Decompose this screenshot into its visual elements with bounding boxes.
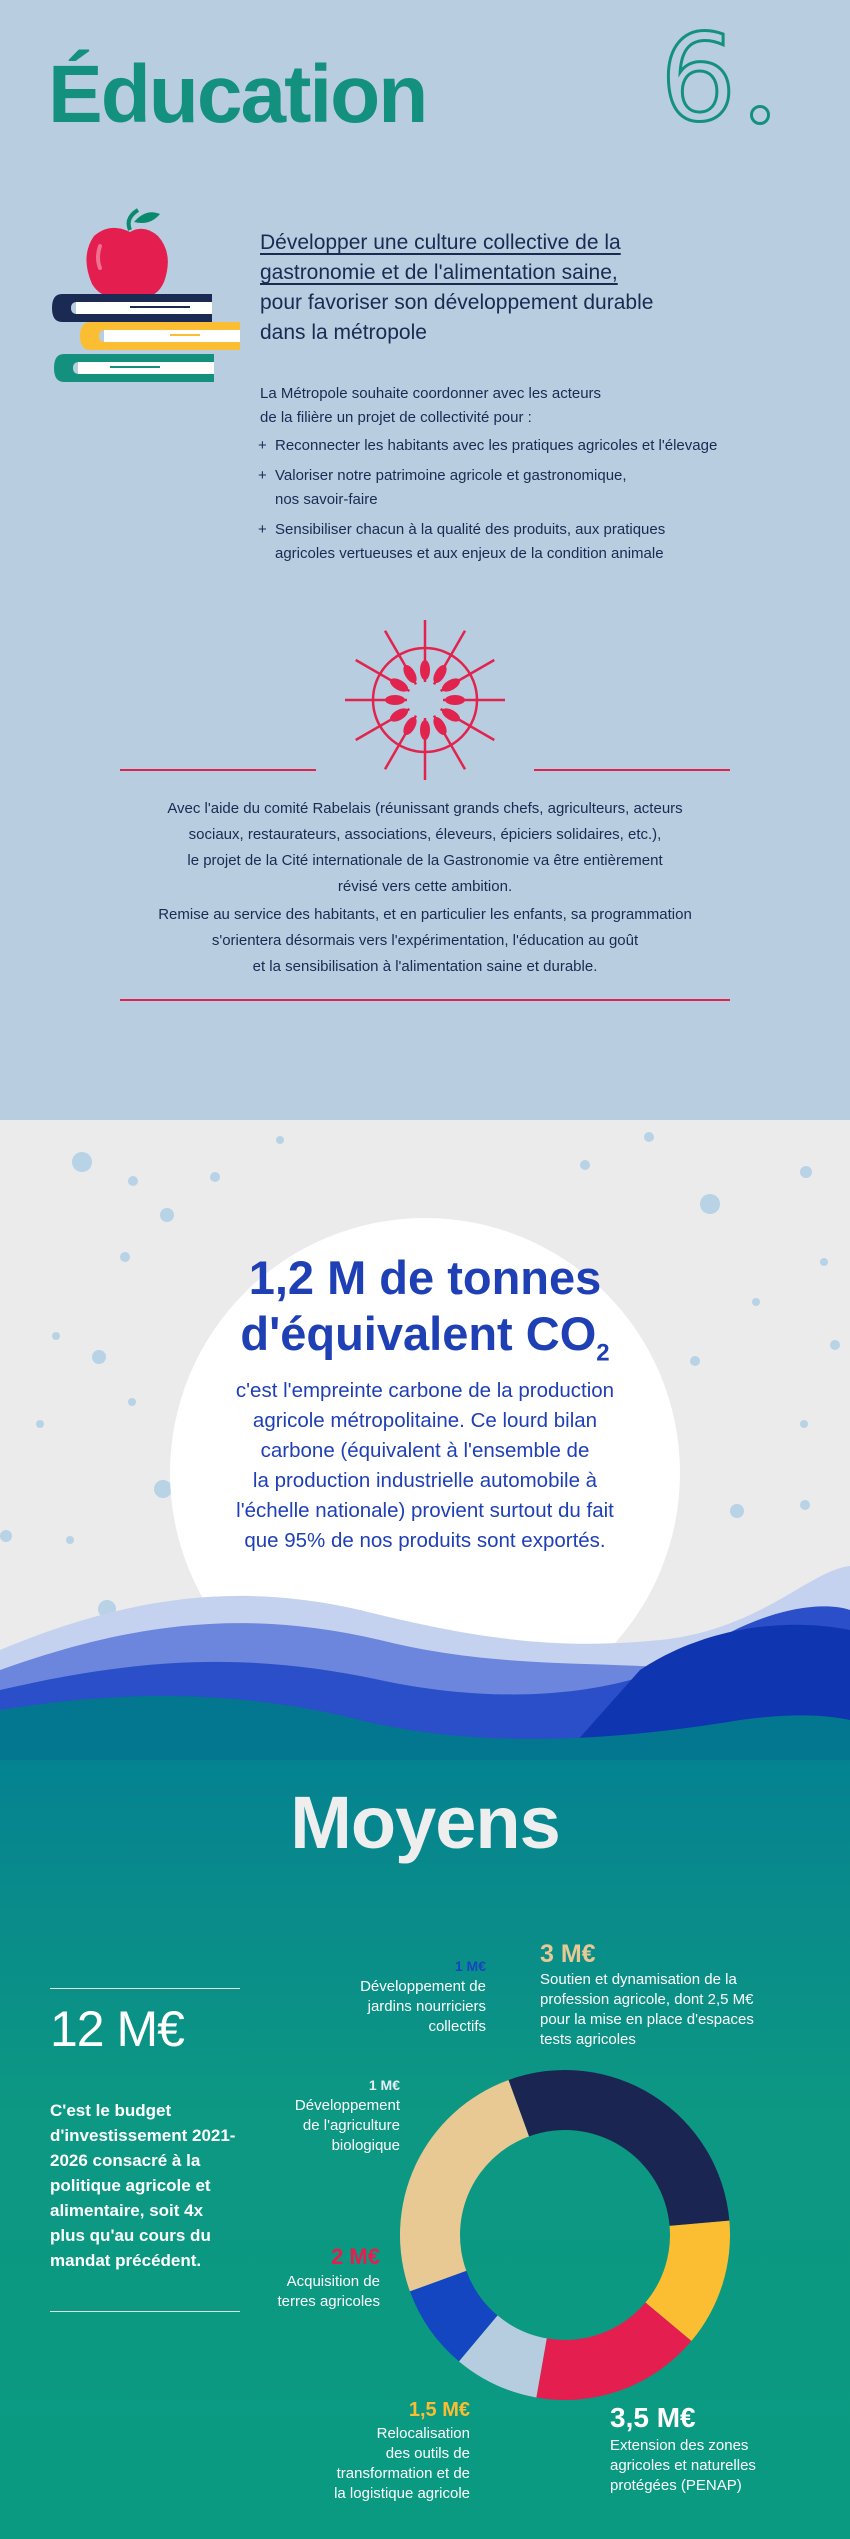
spoons-emblem-icon <box>340 615 510 785</box>
chart-label-line: la logistique agricole <box>334 2485 470 2502</box>
chart-label-s0 <box>540 1938 780 2050</box>
bubble-decoration <box>700 1194 720 1214</box>
list-item <box>258 434 828 458</box>
divider-right <box>534 769 730 771</box>
section-title: Éducation <box>48 49 427 140</box>
co2-text-line: la production industrielle automobile à <box>252 1469 598 1492</box>
list-item-line: Valoriser notre patrimoine agricole et gastronomique, <box>275 467 627 484</box>
chart-label-s2 <box>290 2396 470 2504</box>
chart-label-line: Acquisition de <box>286 2273 380 2290</box>
co2-headline-line-1: 1,2 M de tonnes <box>248 1251 602 1304</box>
list-item-line: agricoles vertueuses et aux enjeux de la condition animale <box>275 545 664 562</box>
books-apple-illustration <box>50 200 250 400</box>
bubble-decoration <box>800 1166 812 1178</box>
bubble-decoration <box>690 1356 700 1366</box>
rabelais-line: s'orientera désormais vers l'expérimentation, l'éducation au goût <box>211 932 639 949</box>
bubble-decoration <box>120 1252 130 1262</box>
bubble-decoration <box>36 1420 44 1428</box>
list-item <box>258 464 828 512</box>
waves-decoration <box>0 1520 850 1760</box>
chart-label-line: des outils de <box>385 2445 470 2462</box>
chart-label-line: terres agricoles <box>277 2293 380 2310</box>
bubble-decoration <box>92 1350 106 1364</box>
bubble-decoration <box>580 1160 590 1170</box>
list-item-line: Reconnecter les habitants avec les pratiques agricoles et l'élevage <box>275 437 718 454</box>
donut-slice <box>509 2070 730 2226</box>
chart-label-amount: 3 M€ <box>540 1940 596 1968</box>
budget-donut-chart <box>400 2070 730 2400</box>
bubble-decoration <box>128 1176 138 1186</box>
section-number: 6 <box>660 10 737 149</box>
chart-label-s3 <box>240 2242 380 2312</box>
intro-line-2: de la filière un projet de collectivité pour : <box>260 409 532 426</box>
co2-text-line: que 95% de nos produits sont exportés. <box>244 1529 606 1552</box>
chart-label-line: Développement <box>294 2097 400 2114</box>
means-section <box>0 1720 850 2539</box>
bubble-decoration <box>276 1136 284 1144</box>
list-item-line: Sensibiliser chacun à la qualité des produits, aux pratiques <box>275 521 666 538</box>
bubble-decoration <box>800 1420 808 1428</box>
bubble-decoration <box>210 1172 220 1182</box>
list-item <box>258 518 828 566</box>
bubble-decoration <box>752 1298 760 1306</box>
chart-label-amount: 1,5 M€ <box>408 2399 470 2421</box>
divider-left <box>120 769 316 771</box>
chart-label-amount: 3,5 M€ <box>610 2402 696 2433</box>
co2-text-line: agricole métropolitaine. Ce lourd bilan <box>252 1409 598 1432</box>
rabelais-paragraph <box>118 796 732 980</box>
education-section <box>0 0 850 1120</box>
rabelais-line: Remise au service des habitants, et en particulier les enfants, sa programmation <box>158 906 692 923</box>
rabelais-line: sociaux, restaurateurs, associations, éleveurs, épiciers solidaires, etc.), <box>188 826 662 843</box>
chart-label-line: Soutien et dynamisation de la <box>540 1971 737 1988</box>
bubble-decoration <box>52 1332 60 1340</box>
intro-paragraph <box>260 382 820 430</box>
chart-label-line: pour la mise en place d'espaces <box>540 2011 754 2028</box>
lead-paragraph <box>260 228 820 348</box>
chart-label-line: protégées (PENAP) <box>610 2477 742 2494</box>
chart-label-line: agricoles et naturelles <box>610 2457 756 2474</box>
co2-headline-line-2: d'équivalent CO <box>240 1307 597 1360</box>
co2-text-line: c'est l'empreinte carbone de la production <box>235 1379 615 1402</box>
co2-subscript: 2 <box>596 1339 610 1367</box>
chart-label-line: Relocalisation <box>376 2425 470 2442</box>
bubble-decoration <box>830 1340 840 1350</box>
co2-text-line: carbone (équivalent à l'ensemble de <box>260 1439 590 1462</box>
section-number-dot <box>750 105 770 125</box>
bubble-decoration <box>128 1398 136 1406</box>
lead-rest-1: pour favoriser son développement durable <box>260 291 654 314</box>
objectives-list <box>258 434 828 572</box>
budget-divider-top <box>50 1988 240 1989</box>
lead-underlined-1: Développer une culture collective de la <box>260 231 621 254</box>
chart-label-line: transformation et de <box>336 2465 470 2482</box>
lead-underlined-2: gastronomie et de l'alimentation saine, <box>260 261 618 284</box>
means-title: Moyens <box>290 1781 560 1864</box>
co2-text-line: l'échelle nationale) provient surtout du fait <box>236 1499 614 1522</box>
budget-text: C'est le budget d'investissement 2021-2026 consacré à la politique agricole et alimentaire, soit 4x plus qu'au cours du mandat précédent. <box>50 2101 236 2270</box>
budget-divider-bottom <box>50 2311 240 2312</box>
lead-rest-2: dans la métropole <box>260 321 427 344</box>
chart-label-amount: 1 M€ <box>368 2077 400 2093</box>
chart-label-line: tests agricoles <box>540 2031 636 2048</box>
list-item-line: nos savoir-faire <box>275 491 378 508</box>
rabelais-line: le projet de la Cité internationale de la Gastronomie va être entièrement <box>187 852 663 869</box>
rabelais-line: révisé vers cette ambition. <box>337 878 513 895</box>
chart-label-line: Développement de <box>360 1978 486 1995</box>
bubble-decoration <box>72 1152 92 1172</box>
chart-label-s4 <box>250 2074 400 2156</box>
chart-label-line: profession agricole, dont 2,5 M€ <box>540 1991 754 2008</box>
co2-headline <box>190 1250 660 1381</box>
chart-label-line: jardins nourriciers <box>367 1998 486 2015</box>
donut-slice <box>400 2080 529 2291</box>
chart-label-amount: 2 M€ <box>331 2244 380 2269</box>
bubble-decoration <box>820 1258 828 1266</box>
chart-label-line: de l'agriculture <box>302 2117 400 2134</box>
divider-bottom <box>120 999 730 1001</box>
chart-label-line: Extension des zones <box>610 2437 749 2454</box>
intro-line-1: La Métropole souhaite coordonner avec les acteurs <box>260 385 602 402</box>
chart-label-amount: 1 M€ <box>454 1958 486 1974</box>
chart-label-s5 <box>300 1955 486 2037</box>
bubble-decoration <box>800 1500 810 1510</box>
rabelais-line: Avec l'aide du comité Rabelais (réunissant grands chefs, agriculteurs, acteurs <box>167 800 683 817</box>
chart-label-line: collectifs <box>428 2018 486 2035</box>
bubble-decoration <box>730 1504 744 1518</box>
budget-value: 12 M€ <box>50 2001 184 2057</box>
bubble-decoration <box>160 1208 174 1222</box>
chart-label-s1 <box>610 2400 830 2496</box>
rabelais-line: et la sensibilisation à l'alimentation saine et durable. <box>252 958 598 975</box>
chart-label-line: biologique <box>331 2137 400 2154</box>
bubble-decoration <box>644 1132 654 1142</box>
